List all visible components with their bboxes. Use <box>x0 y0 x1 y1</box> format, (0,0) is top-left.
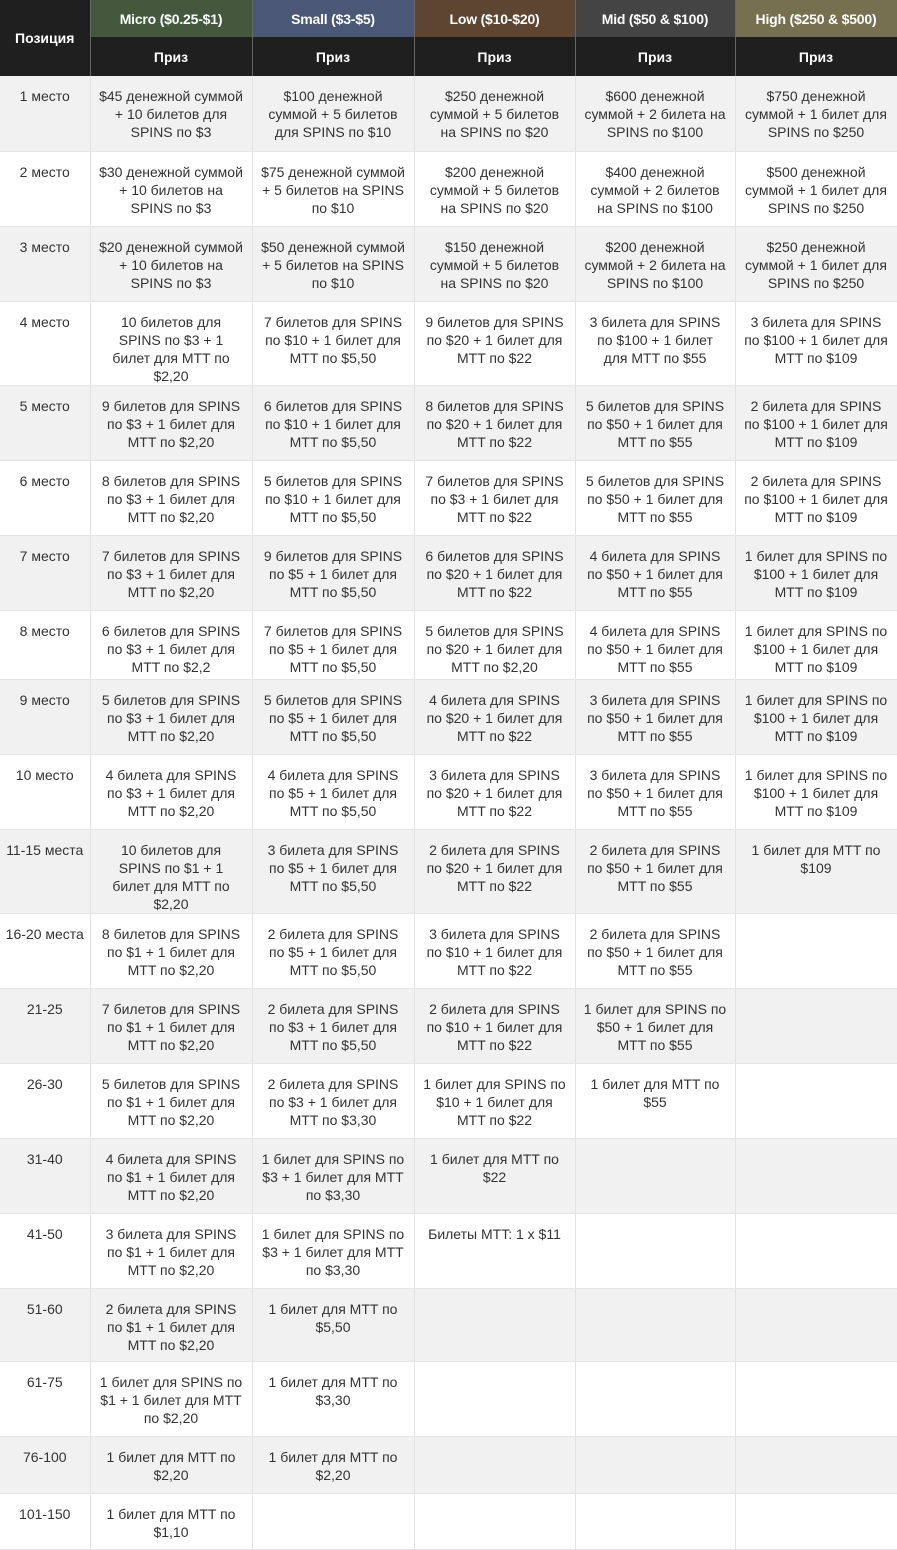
table-row <box>0 988 897 1063</box>
prize-cell: 2 билета для SPINS по $50 + 1 билет для MTT по $55 <box>575 829 735 913</box>
position-cell: 11-15 места <box>0 829 90 913</box>
prize-cell: 2 билета для SPINS по $10 + 1 билет для MTT по $22 <box>414 988 575 1063</box>
tier-header-micro: Micro ($0.25-$1) <box>90 0 252 37</box>
position-cell: 4 место <box>0 301 90 385</box>
prize-cell: 6 билетов для SPINS по $10 + 1 билет для MTT по $5,50 <box>252 385 414 460</box>
prize-cell <box>575 1361 735 1436</box>
prize-cell: 6 билетов для SPINS по $3 + 1 билет для MTT по $2,2 <box>90 610 252 679</box>
position-cell: 5 место <box>0 385 90 460</box>
prize-cell: 5 билетов для SPINS по $20 + 1 билет для MTT по $2,20 <box>414 610 575 679</box>
table-row <box>0 829 897 913</box>
prize-cell <box>735 1436 897 1493</box>
prize-cell: 3 билета для SPINS по $50 + 1 билет для MTT по $55 <box>575 679 735 754</box>
prize-cell: Билеты MTT: 1 x $11 <box>414 1213 575 1288</box>
prize-header: Приз <box>414 37 575 76</box>
prize-cell: $20 денежной суммой + 10 билетов на SPINS по $3 <box>90 226 252 301</box>
prize-cell: 1 билет для MTT по $2,20 <box>90 1436 252 1493</box>
prize-cell: 2 билета для SPINS по $1 + 1 билет для MTT по $2,20 <box>90 1288 252 1361</box>
prize-cell: 1 билет для SPINS по $50 + 1 билет для MTT по $55 <box>575 988 735 1063</box>
prize-cell: 1 билет для SPINS по $100 + 1 билет для MTT по $109 <box>735 754 897 829</box>
prize-cell <box>735 988 897 1063</box>
prize-cell <box>735 1361 897 1436</box>
prize-cell: 8 билетов для SPINS по $1 + 1 билет для MTT по $2,20 <box>90 913 252 988</box>
prize-cell <box>575 1493 735 1549</box>
prize-cell: 6 билетов для SPINS по $20 + 1 билет для MTT по $22 <box>414 535 575 610</box>
prize-cell: 5 билетов для SPINS по $5 + 1 билет для MTT по $5,50 <box>252 679 414 754</box>
prize-cell: 1 билет для MTT по $2,20 <box>252 1436 414 1493</box>
table-row <box>0 1288 897 1361</box>
position-cell: 1 место <box>0 76 90 151</box>
prize-cell: 5 билетов для SPINS по $3 + 1 билет для MTT по $2,20 <box>90 679 252 754</box>
prize-cell: 1 билет для SPINS по $100 + 1 билет для MTT по $109 <box>735 679 897 754</box>
prize-cell: 7 билетов для SPINS по $3 + 1 билет для MTT по $2,20 <box>90 535 252 610</box>
prize-cell: 7 билетов для SPINS по $5 + 1 билет для MTT по $5,50 <box>252 610 414 679</box>
prize-cell: 2 билета для SPINS по $3 + 1 билет для MTT по $3,30 <box>252 1063 414 1138</box>
prize-cell <box>414 1361 575 1436</box>
prize-header: Приз <box>90 37 252 76</box>
prize-cell: 9 билетов для SPINS по $20 + 1 билет для MTT по $22 <box>414 301 575 385</box>
prize-cell: $500 денежной суммой + 1 билет для SPINS по $250 <box>735 151 897 226</box>
prize-cell: $250 денежной суммой + 5 билетов на SPINS по $20 <box>414 76 575 151</box>
table-body <box>0 76 897 1549</box>
prize-cell <box>575 1436 735 1493</box>
prize-cell: 3 билета для SPINS по $50 + 1 билет для MTT по $55 <box>575 754 735 829</box>
prize-cell: 4 билета для SPINS по $1 + 1 билет для MTT по $2,20 <box>90 1138 252 1213</box>
prize-cell <box>735 1138 897 1213</box>
prize-cell: 2 билета для SPINS по $50 + 1 билет для MTT по $55 <box>575 913 735 988</box>
position-cell: 2 место <box>0 151 90 226</box>
table-header <box>0 0 897 76</box>
prize-cell <box>575 1288 735 1361</box>
position-cell: 10 место <box>0 754 90 829</box>
prize-cell: 4 билета для SPINS по $20 + 1 билет для MTT по $22 <box>414 679 575 754</box>
prize-cell <box>414 1288 575 1361</box>
prize-cell: 3 билета для SPINS по $100 + 1 билет для MTT по $109 <box>735 301 897 385</box>
table-row <box>0 913 897 988</box>
position-cell: 26-30 <box>0 1063 90 1138</box>
prize-cell <box>575 1138 735 1213</box>
table-row <box>0 1493 897 1549</box>
prize-cell: $750 денежной суммой + 1 билет для SPINS по $250 <box>735 76 897 151</box>
prize-cell: 3 билета для SPINS по $10 + 1 билет для MTT по $22 <box>414 913 575 988</box>
prize-cell: $200 денежной суммой + 2 билета на SPINS по $100 <box>575 226 735 301</box>
position-cell: 31-40 <box>0 1138 90 1213</box>
table-row <box>0 1213 897 1288</box>
prize-cell: $150 денежной суммой + 5 билетов на SPINS по $20 <box>414 226 575 301</box>
prize-cell: 10 билетов для SPINS по $1 + 1 билет для MTT по $2,20 <box>90 829 252 913</box>
prize-cell: 1 билет для SPINS по $100 + 1 билет для MTT по $109 <box>735 610 897 679</box>
prize-cell: 4 билета для SPINS по $3 + 1 билет для MTT по $2,20 <box>90 754 252 829</box>
position-cell: 3 место <box>0 226 90 301</box>
position-cell: 21-25 <box>0 988 90 1063</box>
prize-cell: 1 билет для MTT по $109 <box>735 829 897 913</box>
prize-cell: 2 билета для SPINS по $20 + 1 билет для MTT по $22 <box>414 829 575 913</box>
position-cell: 76-100 <box>0 1436 90 1493</box>
prize-header: Приз <box>735 37 897 76</box>
prize-cell: 3 билета для SPINS по $100 + 1 билет для MTT по $55 <box>575 301 735 385</box>
prize-cell: 4 билета для SPINS по $5 + 1 билет для MTT по $5,50 <box>252 754 414 829</box>
prize-cell <box>414 1436 575 1493</box>
prize-cell: 1 билет для MTT по $22 <box>414 1138 575 1213</box>
prize-cell: 5 билетов для SPINS по $50 + 1 билет для MTT по $55 <box>575 460 735 535</box>
table-row <box>0 1361 897 1436</box>
prize-cell: 9 билетов для SPINS по $5 + 1 билет для MTT по $5,50 <box>252 535 414 610</box>
position-cell: 7 место <box>0 535 90 610</box>
table-row <box>0 754 897 829</box>
table-row <box>0 1138 897 1213</box>
prize-cell: 4 билета для SPINS по $50 + 1 билет для MTT по $55 <box>575 535 735 610</box>
prize-cell: 2 билета для SPINS по $3 + 1 билет для MTT по $5,50 <box>252 988 414 1063</box>
position-column-header: Позиция <box>0 0 90 76</box>
prize-cell: 1 билет для SPINS по $1 + 1 билет для MTT по $2,20 <box>90 1361 252 1436</box>
prize-cell: $30 денежной суммой + 10 билетов на SPINS по $3 <box>90 151 252 226</box>
table-row <box>0 301 897 385</box>
table-row <box>0 151 897 226</box>
table-row <box>0 679 897 754</box>
prize-cell: $600 денежной суммой + 2 билета на SPINS по $100 <box>575 76 735 151</box>
tier-header-low: Low ($10-$20) <box>414 0 575 37</box>
prize-cell: 9 билетов для SPINS по $3 + 1 билет для MTT по $2,20 <box>90 385 252 460</box>
prize-cell: 1 билет для MTT по $5,50 <box>252 1288 414 1361</box>
prize-cell: 3 билета для SPINS по $20 + 1 билет для MTT по $22 <box>414 754 575 829</box>
prize-cell <box>735 1288 897 1361</box>
prize-cell <box>735 1213 897 1288</box>
prize-cell: 1 билет для MTT по $3,30 <box>252 1361 414 1436</box>
position-cell: 6 место <box>0 460 90 535</box>
prize-cell: 1 билет для SPINS по $100 + 1 билет для MTT по $109 <box>735 535 897 610</box>
position-cell: 101-150 <box>0 1493 90 1549</box>
prize-cell: 7 билетов для SPINS по $1 + 1 билет для MTT по $2,20 <box>90 988 252 1063</box>
prize-cell: 1 билет для SPINS по $3 + 1 билет для MTT по $3,30 <box>252 1138 414 1213</box>
table-row <box>0 610 897 679</box>
prize-cell <box>735 913 897 988</box>
prize-cell <box>735 1493 897 1549</box>
prize-cell <box>252 1493 414 1549</box>
prize-cell: 7 билетов для SPINS по $3 + 1 билет для MTT по $22 <box>414 460 575 535</box>
table-row <box>0 226 897 301</box>
prize-cell: 10 билетов для SPINS по $3 + 1 билет для MTT по $2,20 <box>90 301 252 385</box>
position-cell: 61-75 <box>0 1361 90 1436</box>
prize-cell: 1 билет для SPINS по $10 + 1 билет для MTT по $22 <box>414 1063 575 1138</box>
prize-cell: 2 билета для SPINS по $100 + 1 билет для MTT по $109 <box>735 460 897 535</box>
tier-header-mid: Mid ($50 & $100) <box>575 0 735 37</box>
prize-cell: 4 билета для SPINS по $50 + 1 билет для MTT по $55 <box>575 610 735 679</box>
position-cell: 41-50 <box>0 1213 90 1288</box>
prize-cell <box>575 1213 735 1288</box>
prize-cell: $50 денежной суммой + 5 билетов на SPINS по $10 <box>252 226 414 301</box>
prize-cell: $400 денежной суммой + 2 билетов на SPINS по $100 <box>575 151 735 226</box>
prize-cell: 1 билет для MTT по $55 <box>575 1063 735 1138</box>
position-cell: 16-20 места <box>0 913 90 988</box>
position-cell: 51-60 <box>0 1288 90 1361</box>
prize-cell: 5 билетов для SPINS по $10 + 1 билет для MTT по $5,50 <box>252 460 414 535</box>
prize-cell: 3 билета для SPINS по $5 + 1 билет для MTT по $5,50 <box>252 829 414 913</box>
position-cell: 9 место <box>0 679 90 754</box>
prize-cell: 5 билетов для SPINS по $1 + 1 билет для MTT по $2,20 <box>90 1063 252 1138</box>
table-row <box>0 535 897 610</box>
table-row <box>0 1063 897 1138</box>
prize-cell: 1 билет для SPINS по $3 + 1 билет для MTT по $3,30 <box>252 1213 414 1288</box>
prize-cell <box>414 1493 575 1549</box>
table-row <box>0 460 897 535</box>
prize-header: Приз <box>252 37 414 76</box>
prize-cell: 3 билета для SPINS по $1 + 1 билет для MTT по $2,20 <box>90 1213 252 1288</box>
prize-cell: 8 билетов для SPINS по $20 + 1 билет для MTT по $22 <box>414 385 575 460</box>
position-cell: 8 место <box>0 610 90 679</box>
table-row <box>0 76 897 151</box>
prize-cell: $200 денежной суммой + 5 билетов на SPINS по $20 <box>414 151 575 226</box>
tier-header-high: High ($250 & $500) <box>735 0 897 37</box>
table-row <box>0 385 897 460</box>
prize-cell: $250 денежной суммой + 1 билет для SPINS по $250 <box>735 226 897 301</box>
prize-cell: 2 билета для SPINS по $100 + 1 билет для MTT по $109 <box>735 385 897 460</box>
prize-cell <box>735 1063 897 1138</box>
prize-header: Приз <box>575 37 735 76</box>
prize-cell: 2 билета для SPINS по $5 + 1 билет для MTT по $5,50 <box>252 913 414 988</box>
table-row <box>0 1436 897 1493</box>
prize-cell: 1 билет для MTT по $1,10 <box>90 1493 252 1549</box>
prize-cell: 8 билетов для SPINS по $3 + 1 билет для MTT по $2,20 <box>90 460 252 535</box>
prize-cell: $45 денежной суммой + 10 билетов для SPINS по $3 <box>90 76 252 151</box>
prize-cell: 7 билетов для SPINS по $10 + 1 билет для MTT по $5,50 <box>252 301 414 385</box>
prize-cell: $75 денежной суммой + 5 билетов на SPINS по $10 <box>252 151 414 226</box>
prize-cell: $100 денежной суммой + 5 билетов для SPINS по $10 <box>252 76 414 151</box>
prize-cell: 5 билетов для SPINS по $50 + 1 билет для MTT по $55 <box>575 385 735 460</box>
tier-header-small: Small ($3-$5) <box>252 0 414 37</box>
